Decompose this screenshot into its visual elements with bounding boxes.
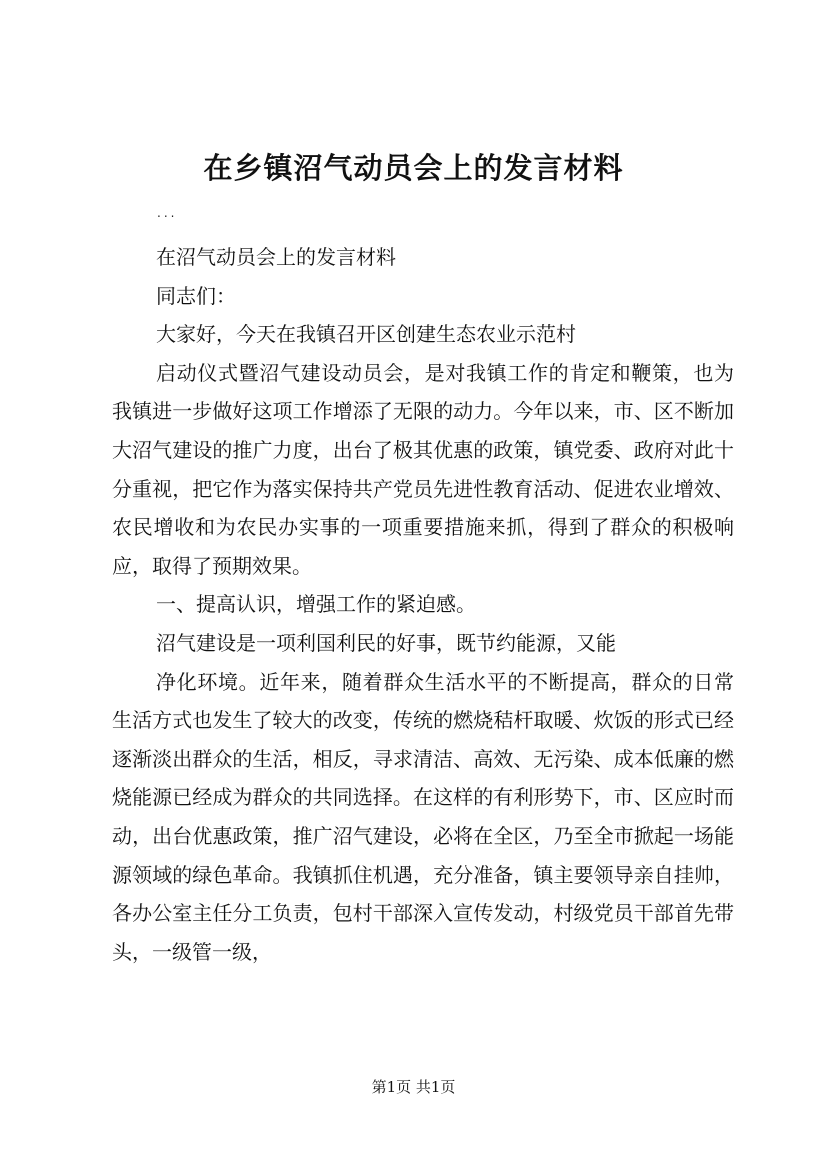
page-number-footer: 第1页 共1页 — [371, 1078, 456, 1096]
ellipsis-marker: ... — [157, 206, 178, 220]
paragraph-intro: 启动仪式暨沼气建设动员会，是对我镇工作的肯定和鞭策，也为我镇进一步做好这项工作增添了无限的动力。今年以来，市、区不断加大沼气建设的推广力度，出台了极其优惠的政策，镇党委、政府对此十分重视，把它作为落实保持共产党员先进性教育活动、促进农业增效、农民增收和为农民办实事的一项重要措施来抓，得到了群众的积极响应，取得了预期效果。 — [112, 360, 734, 578]
section-heading-1: 一、提高认识，增强工作的紧迫感。 — [156, 592, 476, 617]
paragraph-greeting: 大家好，今天在我镇召开区创建生态农业示范村 — [156, 322, 576, 347]
paragraph-subtitle: 在沼气动员会上的发言材料 — [156, 245, 396, 269]
paragraph-section-1-lead: 沼气建设是一项利国利民的好事，既节约能源，又能 — [156, 630, 616, 655]
document-title: 在乡镇沼气动员会上的发言材料 — [203, 151, 624, 185]
document-body — [112, 238, 734, 971]
paragraph-section-1-body: 净化环境。近年来，随着群众生活水平的不断提高，群众的日常生活方式也发生了较大的改变，传统的燃烧秸杆取暖、炊饭的形式已经逐渐淡出群众的生活，相反，寻求清洁、高效、无污染、成本低廉的燃烧能源已经成为群众的共同选择。在这样的有利形势下，市、区应时而动，出台优惠政策，推广沼气建设，必将在全区，乃至全市掀起一场能源领域的绿色革命。我镇抓住机遇，充分准备，镇主要领导亲自挂帅，各办公室主任分工负责，包村干部深入宣传发动，村级党员干部首先带头，一级管一级， — [112, 669, 734, 964]
paragraph-salutation: 同志们： — [156, 283, 236, 308]
